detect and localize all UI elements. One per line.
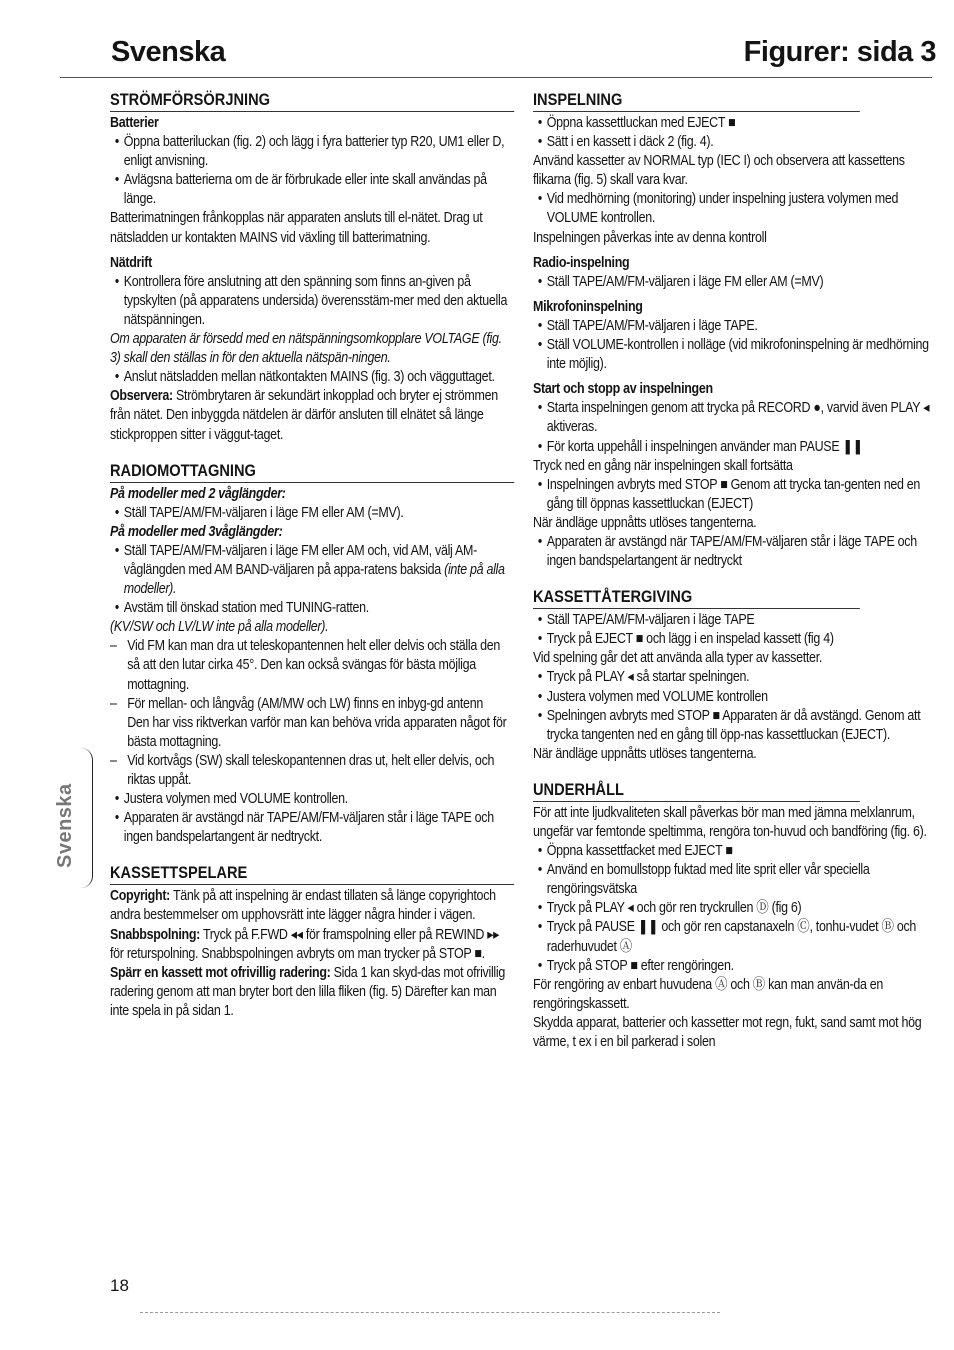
- subheading-3-wavelengths: På modeller med 3våglängder:: [110, 523, 283, 540]
- paragraph: När ändläge uppnåtts utlöses tangenterna.: [533, 514, 757, 531]
- list-item: • Ställ TAPE/AM/FM-väljaren i läge FM eller AM (=MV).: [110, 504, 507, 523]
- section-title-kassettspelare: KASSETTSPELARE: [110, 863, 514, 885]
- snabbspolning-label: Snabbspolning:: [110, 926, 201, 943]
- observera-label: Observera:: [110, 388, 173, 405]
- right-column: [533, 90, 932, 1052]
- subheading-mikrofoninspelning: Mikrofoninspelning: [533, 298, 643, 315]
- list-item: • Ställ TAPE/AM/FM-väljaren i läge TAPE: [533, 611, 932, 630]
- list-item: • Öppna kassettfacket med EJECT ■: [533, 842, 932, 861]
- paragraph-snabbspolning: [110, 926, 507, 964]
- side-tab-label: Svenska: [54, 783, 76, 868]
- list-item: • Ställ TAPE/AM/FM-väljaren i läge FM eller AM (=MV): [533, 273, 932, 292]
- list-item: • Öppna kassettluckan med EJECT ■: [533, 114, 932, 133]
- paragraph: Skydda apparat, batterier och kassetter mot regn, fukt, sand samt mot hög värme, t ex i en bil parkerad i solen: [533, 1014, 922, 1051]
- section-title-underhall: UNDERHÅLL: [533, 780, 860, 802]
- list-item-note: (inte på alla modeller).: [123, 561, 505, 598]
- paragraph-copyright: [110, 887, 507, 925]
- paragraph: Batterimatningen frånkopplas när apparaten ansluts till el-nätet. Drag ut nätsladden ur kontakten MAINS vid växling till batterimatning.: [110, 210, 483, 246]
- list-item: • Sätt i en kassett i däck 2 (fig. 4).: [533, 133, 932, 152]
- subheading-2-wavelengths: På modeller med 2 våglängder:: [110, 485, 286, 502]
- paragraph: Inspelningen påverkas inte av denna kontroll: [533, 229, 767, 246]
- page-number: 18: [110, 1276, 129, 1295]
- paragraph: För rengöring av enbart huvudena Ⓐ och Ⓑ kan man använ-da en rengöringskassett.: [533, 976, 884, 1012]
- list-item: • Justera volymen med VOLUME kontrollen.: [110, 790, 507, 809]
- observera-text: Strömbrytaren är sekundärt inkopplad och bryter ej strömmen från nätet. Den inbyggda nätdelen är därför ansluten till elnätet så länge stickproppen sitter i väggut-taget.: [110, 388, 498, 443]
- snabbspolning-text: Tryck på F.FWD ◂◂ för framspolning eller på REWIND ▸▸ för returspolning. Snabbspolningen avbryts om man trycker på STOP ■.: [110, 926, 500, 962]
- list-item: • Öppna batteriluckan (fig. 2) och lägg i fyra batterier typ R20, UM1 eller D, enligt anvisning.: [110, 133, 507, 171]
- list-item: • Tryck på STOP ■ efter rengöringen.: [533, 957, 932, 976]
- subheading-batterier: Batterier: [110, 115, 159, 131]
- sparr-label: Spärr en kassett mot ofrivillig radering:: [110, 964, 331, 981]
- language-side-tab: [50, 748, 93, 888]
- list-item: • För korta uppehåll i inspelningen använder man PAUSE ❚❚: [533, 438, 932, 457]
- paragraph: Använd kassetter av NORMAL typ (IEC I) och observera att kassettens flikarna (fig. 5) skall vara kvar.: [533, 153, 905, 189]
- note-italic: (KV/SW och LV/LW inte på alla modeller).: [110, 619, 329, 636]
- subheading-radio-inspelning: Radio-inspelning: [533, 254, 630, 271]
- header-divider: [60, 77, 932, 78]
- list-item: • Anslut nätsladden mellan nätkontakten MAINS (fig. 3) och vägguttaget.: [110, 368, 507, 387]
- list-item: • Kontrollera före anslutning att den spänning som finns an-given på typskylten (på apparatens undersida) överensstäm-mer med den aktuella nätspänningen.: [110, 273, 507, 330]
- list-item: • Vid medhörning (monitoring) under inspelning justera volymen med VOLUME kontrollen.: [533, 190, 932, 228]
- sparr-text: Sida 1 kan skyd-das mot ofrivillig radering genom att man bryter bort den lilla fliken (fig. 5) Därefter kan man inte spela in på sidan 1.: [110, 964, 506, 1019]
- paragraph: För att inte ljudkvaliteten skall påverkas bör man med jämna melxlanrum, ungefär var femtonde speltimma, rengöra ton-huvud och bandföring (fig. 6).: [533, 804, 927, 840]
- scan-artifact-line: [140, 1312, 720, 1314]
- subheading-start-stopp: Start och stopp av inspelningen: [533, 381, 713, 398]
- section-title-inspelning: INSPELNING: [533, 90, 860, 112]
- list-item: • Inspelningen avbryts med STOP ■ Genom att trycka tan-genten ned en gång till öppnas kassettluckan (EJECT): [533, 476, 932, 514]
- list-item: • Tryck på EJECT ■ och lägg i en inspelad kassett (fig 4): [533, 630, 932, 649]
- section-title-kassettatergiving: KASSETTÅTERGIVING: [533, 587, 860, 609]
- paragraph: När ändläge uppnåtts utlöses tangenterna.: [533, 745, 757, 762]
- list-item: • Spelningen avbryts med STOP ■ Apparaten är då avstängd. Genom att trycka tangenten ned en gång till öpp-nas kassettluckan (EJECT).: [533, 707, 932, 745]
- list-item: • Starta inspelningen genom att trycka på RECORD ●, varvid även PLAY ◂ aktiveras.: [533, 399, 932, 437]
- dash-item: – Vid FM kan man dra ut teleskopantennen helt eller delvis och ställa den så att den lutar cirka 45°. Den kan också svängas för bästa möjliga mottagning.: [110, 637, 507, 694]
- list-item: • Tryck på PAUSE ❚❚ och gör ren capstanaxeln Ⓒ, tonhu-vudet Ⓑ och raderhuvudet Ⓐ: [533, 918, 932, 956]
- paragraph: Tryck ned en gång när inspelningen skall fortsätta: [533, 457, 793, 474]
- section-title-radiomottagning: RADIOMOTTAGNING: [110, 461, 514, 483]
- page-title: Svenska: [111, 36, 226, 68]
- dash-item: – Vid kortvågs (SW) skall teleskopantennen dras ut, helt eller delvis, och riktas uppåt.: [110, 752, 507, 790]
- paragraph-sparr: [110, 964, 507, 1021]
- paragraph-observera: [110, 387, 507, 444]
- list-item: • Justera volymen med VOLUME kontrollen: [533, 688, 932, 707]
- list-item: • Avstäm till önskad station med TUNING-ratten.: [110, 599, 507, 618]
- copyright-label: Copyright:: [110, 888, 171, 905]
- paragraph: Vid spelning går det att använda alla typer av kassetter.: [533, 650, 823, 667]
- list-item-text: Ställ TAPE/AM/FM-väljaren i läge FM eller AM och, vid AM, välj AM-våglängden med AM BAND-väljaren på appa-ratens baksida: [123, 542, 477, 578]
- list-item: • Tryck på PLAY ◂ och gör ren tryckrullen Ⓓ (fig 6): [533, 899, 932, 918]
- list-item: • Ställ TAPE/AM/FM-väljaren i läge TAPE.: [533, 317, 932, 336]
- list-item: • Använd en bomullstopp fuktad med lite sprit eller vår speciella rengöringsvätska: [533, 861, 932, 899]
- list-item: [110, 542, 507, 599]
- section-title-stromforsorjning: STRÖMFÖRSÖRJNING: [110, 90, 514, 112]
- dash-item: – För mellan- och långvåg (AM/MW och LW) finns en inbyg-gd antenn Den har viss riktverkan varför man kan behöva vrida apparaten något för bästa mottagning.: [110, 695, 507, 752]
- list-item: • Avlägsna batterierna om de är förbrukade eller inte skall användas på länge.: [110, 171, 507, 209]
- list-item: • Apparaten är avstängd när TAPE/AM/FM-väljaren står i läge TAPE och ingen bandspelartangent är nedtryckt: [533, 533, 932, 571]
- list-item: • Tryck på PLAY ◂ så startar spelningen.: [533, 668, 932, 687]
- left-column: [110, 90, 507, 1021]
- note-italic: Om apparaten är försedd med en nätspänningsomkopplare VOLTAGE (fig. 3) skall den ställas in för den aktuella nätspän-ningen.: [110, 331, 502, 367]
- copyright-text: Tänk på att inspelning är endast tillaten så länge copyrightoch andra bestemmelser om upphovsrätt inte lägger några hinder i vägen.: [110, 888, 496, 924]
- figure-reference: Figurer: sida 3: [743, 36, 936, 68]
- list-item: • Ställ VOLUME-kontrollen i nolläge (vid mikrofoninspelning är medhörning inte möjlig).: [533, 336, 932, 374]
- list-item: • Apparaten är avstängd när TAPE/AM/FM-väljaren står i läge TAPE och ingen bandspelartangent är nedtryckt.: [110, 809, 507, 847]
- subheading-natdrift: Nätdrift: [110, 254, 152, 271]
